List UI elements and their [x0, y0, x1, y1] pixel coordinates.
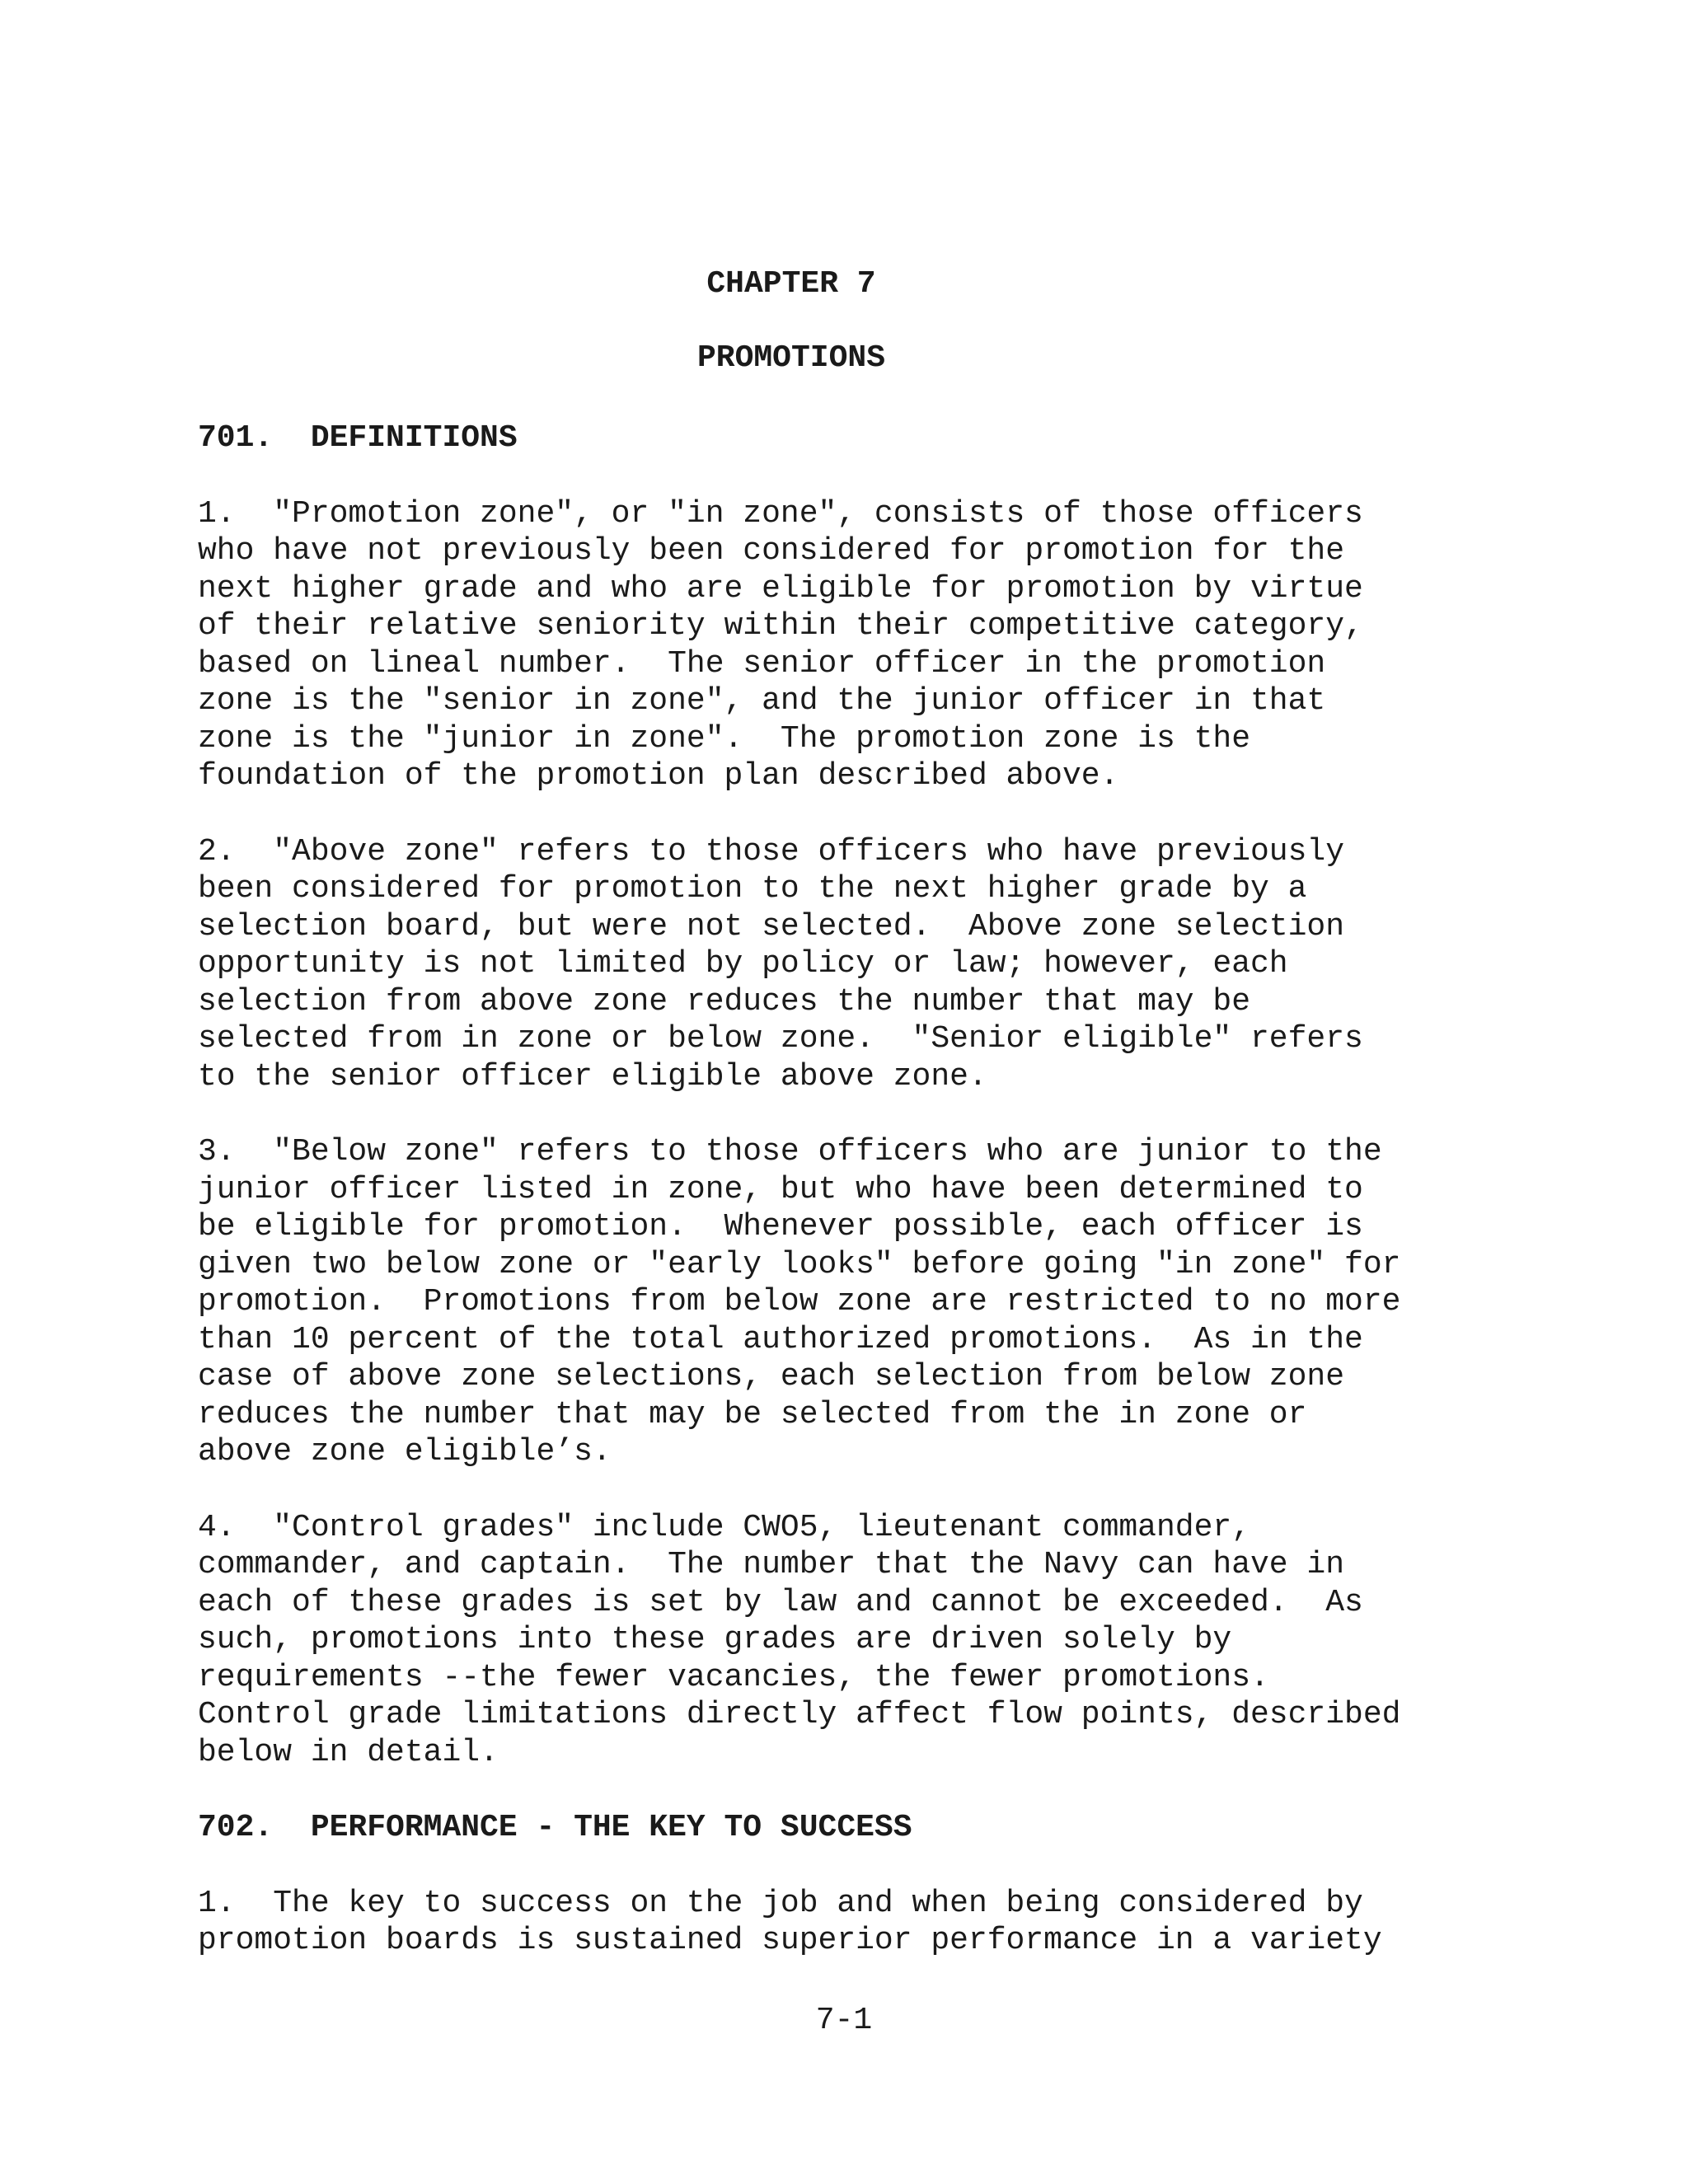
section-heading: 702. PERFORMANCE - THE KEY TO SUCCESS	[198, 1810, 912, 1845]
paragraph-below-zone	[198, 1133, 1517, 1471]
chapter-title: CHAPTER 7	[706, 266, 876, 302]
paragraph-control-grades	[198, 1509, 1517, 1772]
text-line: commander, and captain. The number that the Navy can have in	[198, 1547, 1345, 1582]
page-number: 7-1	[815, 2003, 873, 2038]
text-line: who have not previously been considered for promotion for the	[198, 533, 1345, 569]
text-line: 1. The key to success on the job and when being considered by	[198, 1885, 1363, 1921]
text-line: of their relative seniority within their competitive category,	[198, 608, 1363, 644]
text-line: opportunity is not limited by policy or law; however, each	[198, 946, 1288, 982]
paragraph-promotion-zone	[198, 495, 1517, 795]
text-line: based on lineal number. The senior officer in the promotion	[198, 645, 1326, 682]
section-heading: 701. DEFINITIONS	[198, 420, 518, 456]
text-line: been considered for promotion to the next higher grade by a	[198, 871, 1307, 907]
text-line: to the senior officer eligible above zone.	[198, 1058, 987, 1094]
text-line: zone is the "junior in zone". The promotion zone is the	[198, 720, 1251, 757]
text-line: above zone eligible’s.	[198, 1434, 612, 1469]
paragraph-above-zone	[198, 833, 1517, 1096]
text-line: next higher grade and who are eligible for promotion by virtue	[198, 570, 1363, 607]
page-content	[198, 265, 1517, 1998]
text-line: selected from in zone or below zone. "Senior eligible" refers	[198, 1021, 1363, 1057]
text-line: than 10 percent of the total authorized promotions. As in the	[198, 1321, 1363, 1357]
text-line: such, promotions into these grades are driven solely by	[198, 1622, 1232, 1657]
section-702	[198, 1809, 1517, 1960]
text-line: reduces the number that may be selected from the in zone or	[198, 1396, 1307, 1432]
text-line: selection board, but were not selected. Above zone selection	[198, 908, 1345, 944]
text-line: zone is the "senior in zone", and the junior officer in that	[198, 683, 1326, 719]
text-line: Control grade limitations directly affect flow points, described	[198, 1697, 1401, 1732]
text-line: below in detail.	[198, 1734, 499, 1770]
section-701	[198, 419, 1517, 1771]
text-line: 4. "Control grades" include CWO5, lieutenant commander,	[198, 1509, 1251, 1545]
text-line: 2. "Above zone" refers to those officers who have previously	[198, 833, 1345, 869]
chapter-subtitle: PROMOTIONS	[696, 340, 886, 376]
text-line: case of above zone selections, each selection from below zone	[198, 1359, 1345, 1394]
paragraph-key-to-success	[198, 1885, 1517, 1960]
text-line: promotion boards is sustained superior performance in a variety	[198, 1923, 1382, 1958]
text-line: foundation of the promotion plan described above.	[198, 758, 1119, 794]
text-line: selection from above zone reduces the number that may be	[198, 983, 1251, 1019]
text-line: promotion. Promotions from below zone are restricted to no more	[198, 1284, 1401, 1319]
text-line: junior officer listed in zone, but who have been determined to	[198, 1171, 1363, 1207]
text-line: 3. "Below zone" refers to those officers who are junior to the	[198, 1134, 1382, 1169]
text-line: 1. "Promotion zone", or "in zone", consists of those officers	[198, 495, 1363, 532]
text-line: each of these grades is set by law and cannot be exceeded. As	[198, 1584, 1363, 1620]
text-line: requirements --the fewer vacancies, the fewer promotions.	[198, 1659, 1269, 1695]
text-line: be eligible for promotion. Whenever possible, each officer is	[198, 1209, 1363, 1244]
text-line: given two below zone or "early looks" before going "in zone" for	[198, 1246, 1401, 1282]
